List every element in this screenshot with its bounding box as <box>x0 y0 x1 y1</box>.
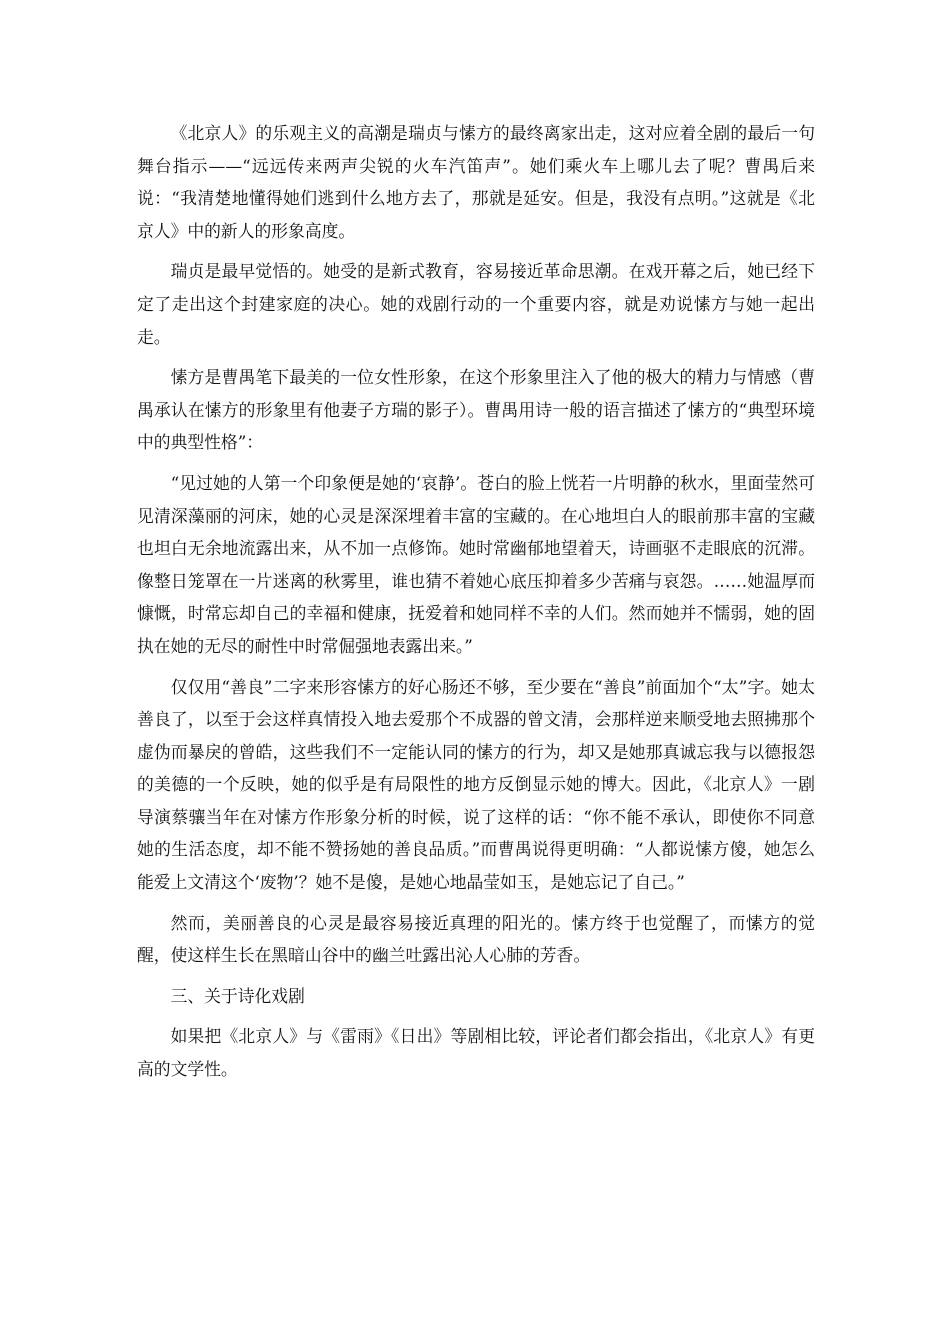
paragraph-ruizhen: 瑞贞是最早觉悟的。她受的是新式教育，容易接近革命思潮。在戏开幕之后，她已经下定了走出这个封建家庭的决心。她的戏剧行动的一个重要内容，就是劝说愫方与她一起出走。 <box>137 261 815 347</box>
paragraph-sufang-awakening: 然而，美丽善良的心灵是最容易接近真理的阳光的。愫方终于也觉醒了，而愫方的觉醒，使这样生长在黑暗山谷中的幽兰吐露出沁人心肺的芳香。 <box>137 912 815 966</box>
paragraph-sufang-intro: 愫方是曹禺笔下最美的一位女性形象，在这个形象里注入了他的极大的精力与情感（曹禺承认在愫方的形象里有他妻子方瑞的影子）。曹禺用诗一般的语言描述了愫方的“典型环境中的典型性格”： <box>137 367 815 453</box>
document-body <box>137 117 815 1094</box>
paragraph-literary-comparison: 如果把《北京人》与《雷雨》《日出》等剧相比较，评论者们都会指出，《北京人》有更高的文学性。 <box>137 1026 815 1080</box>
paragraph-optimism-climax: 《北京人》的乐观主义的高潮是瑞贞与愫方的最终离家出走，这对应着全剧的最后一句舞台指示——“远远传来两声尖锐的火车汽笛声”。她们乘火车上哪儿去了呢？曹禺后来说：“我清楚地懂得她们逃到什么地方去了，那就是延安。但是，我没有点明。”这就是《北京人》中的新人的形象高度。 <box>137 123 815 241</box>
section-heading-poetic-drama: 三、关于诗化戏剧 <box>170 985 305 1006</box>
paragraph-sufang-quote: “见过她的人第一个印象便是她的‘哀静’。苍白的脸上恍若一片明静的秋水，里面莹然可见清深藻丽的河床，她的心灵是深深埋着丰富的宝藏的。在心地坦白人的眼前那丰富的宝藏也坦白无余地流露出来，从不加一点修饰。她时常幽郁地望着天，诗画驱不走眼底的沉滞。像整日笼罩在一片迷离的秋雾里，谁也猜不着她心底压抑着多少苦痛与哀怨。……她温厚而慷慨，时常忘却自己的幸福和健康，抚爱着和她同样不幸的人们。然而她并不懦弱，她的固执在她的无尽的耐性中时常倔强地表露出来。” <box>137 472 815 656</box>
paragraph-sufang-kindness: 仅仅用“善良”二字来形容愫方的好心肠还不够，至少要在“善良”前面加个“太”字。她太善良了，以至于会这样真情投入地去爱那个不成器的曾文清，会那样逆来顺受地去照拂那个虚伪而暴戾的曾皓，这些我们不一定能认同的愫方的行为，却又是她那真诚忘我与以德报怨的美德的一个反映，她的似乎是有局限性的地方反倒显示她的博大。因此，《北京人》一剧导演蔡骧当年在对愫方作形象分析的时候，说了这样的话：“你不能不承认，即使你不同意她的生活态度，却不能不赞扬她的善良品质。”而曹禺说得更明确：“人都说愫方傻，她怎么能爱上文清这个‘废物’？她不是傻，是她心地晶莹如玉，是她忘记了自己。” <box>137 676 815 893</box>
